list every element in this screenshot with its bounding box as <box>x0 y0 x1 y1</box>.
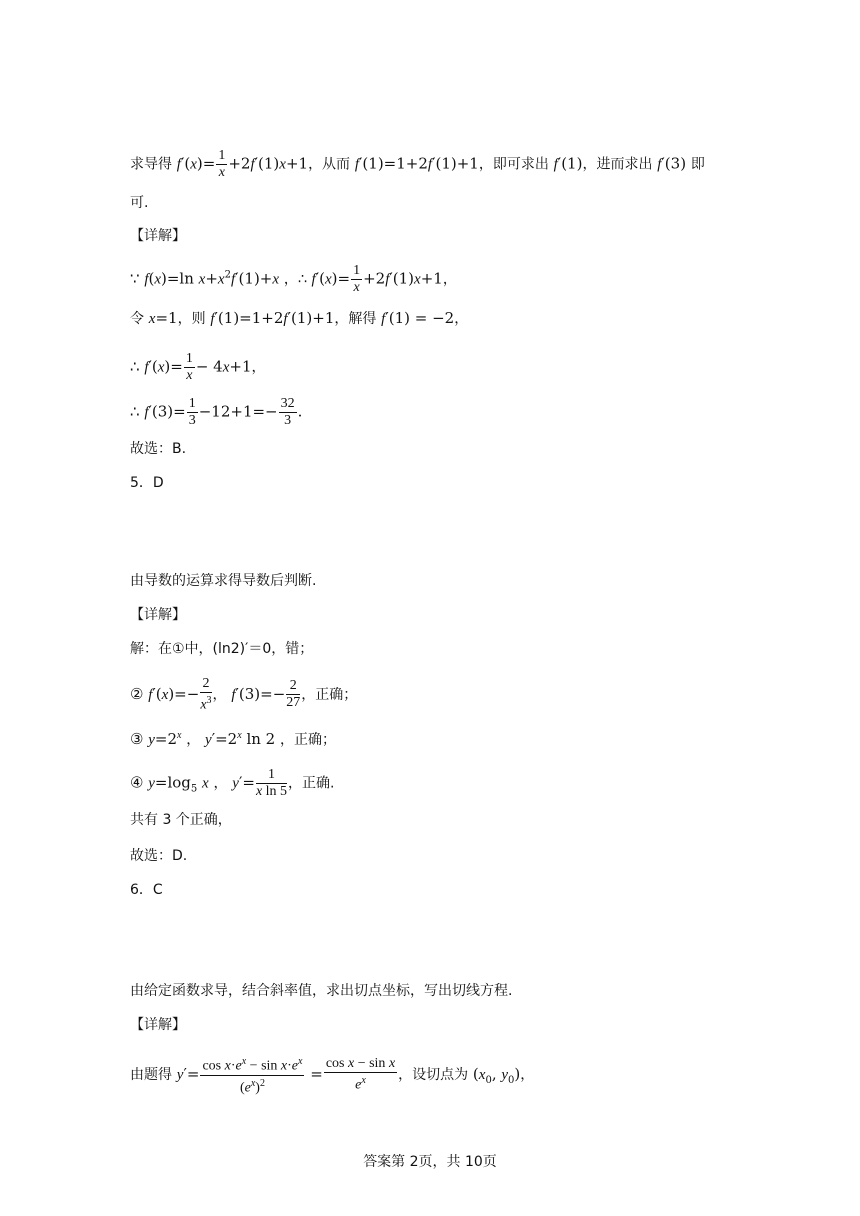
answer-6: 6．C <box>130 882 163 898</box>
text-line-15: ④ $y=\log_5$ x ， y′= $\frac{1}{\text{x ln 5}}$ ，正确. <box>130 767 335 799</box>
text-line-17: 故选：D. <box>130 848 188 864</box>
text-line-8: 故选：B. <box>130 441 187 457</box>
text-line-13: ② f′(x)=− $\frac{2}{x^3}$ ， f′(3)=− $\frac{2}{27}$ ，正确； <box>130 676 358 713</box>
text-line-16: 共有 3 个正确， <box>130 812 232 828</box>
text-line-4: ∵ f(x)=ln $x+x^2f'(1)+x$ ，∴ f′(x)= $\frac{1}{x}$ +2f′(1)x+1， <box>130 263 457 295</box>
text-line-7: ∴ f′(3)= $\frac{1}{3}$ −12+1=− $\frac{32}{3}$ . <box>130 396 303 428</box>
text-line-1: 求导得 f′(x)= $\frac{1}{x}$ +2f′(1)x+1，从而 f′(1)=1+2f′(1)+1，即可求出 f′(1)，进而求出 f′(3) 即 <box>130 148 705 180</box>
page-footer: 答案第 2页，共 10页 <box>363 1154 497 1170</box>
section-heading-detail-2: 【详解】 <box>130 607 186 623</box>
section-heading-detail-3: 【详解】 <box>130 1017 186 1033</box>
text-line-14: ③ $y=2^x$ ， $y'=2^x$ ln 2 ，正确； <box>130 730 336 748</box>
section-heading-detail: 【详解】 <box>130 228 186 244</box>
text-line-2: 可. <box>130 195 149 211</box>
text-line-6: ∴ f′(x)= $\frac{1}{x}$ − 4x+1， <box>130 351 266 383</box>
text-line-21: 由题得 y′= $\frac{\cos x\cdot e^x - \sin x\cdot e^x}{(e^x)^2}$ = $\frac{\text{cos x − sin x}}{e^x}$ ，设切点为 ($x_0$, $y_0$)， <box>130 1056 535 1096</box>
answer-5: 5．D <box>130 475 164 491</box>
text-line-19: 由给定函数求导，结合斜率值，求出切点坐标，写出切线方程. <box>130 983 513 999</box>
text-line-12: 解：在①中，(ln2)′＝0，错； <box>130 641 314 657</box>
text-line-5: 令 x=1，则 f′(1)=1+2f′(1)+1，解得 f′(1) = −2， <box>130 309 469 327</box>
text-line-10: 由导数的运算求得导数后判断. <box>130 573 317 589</box>
